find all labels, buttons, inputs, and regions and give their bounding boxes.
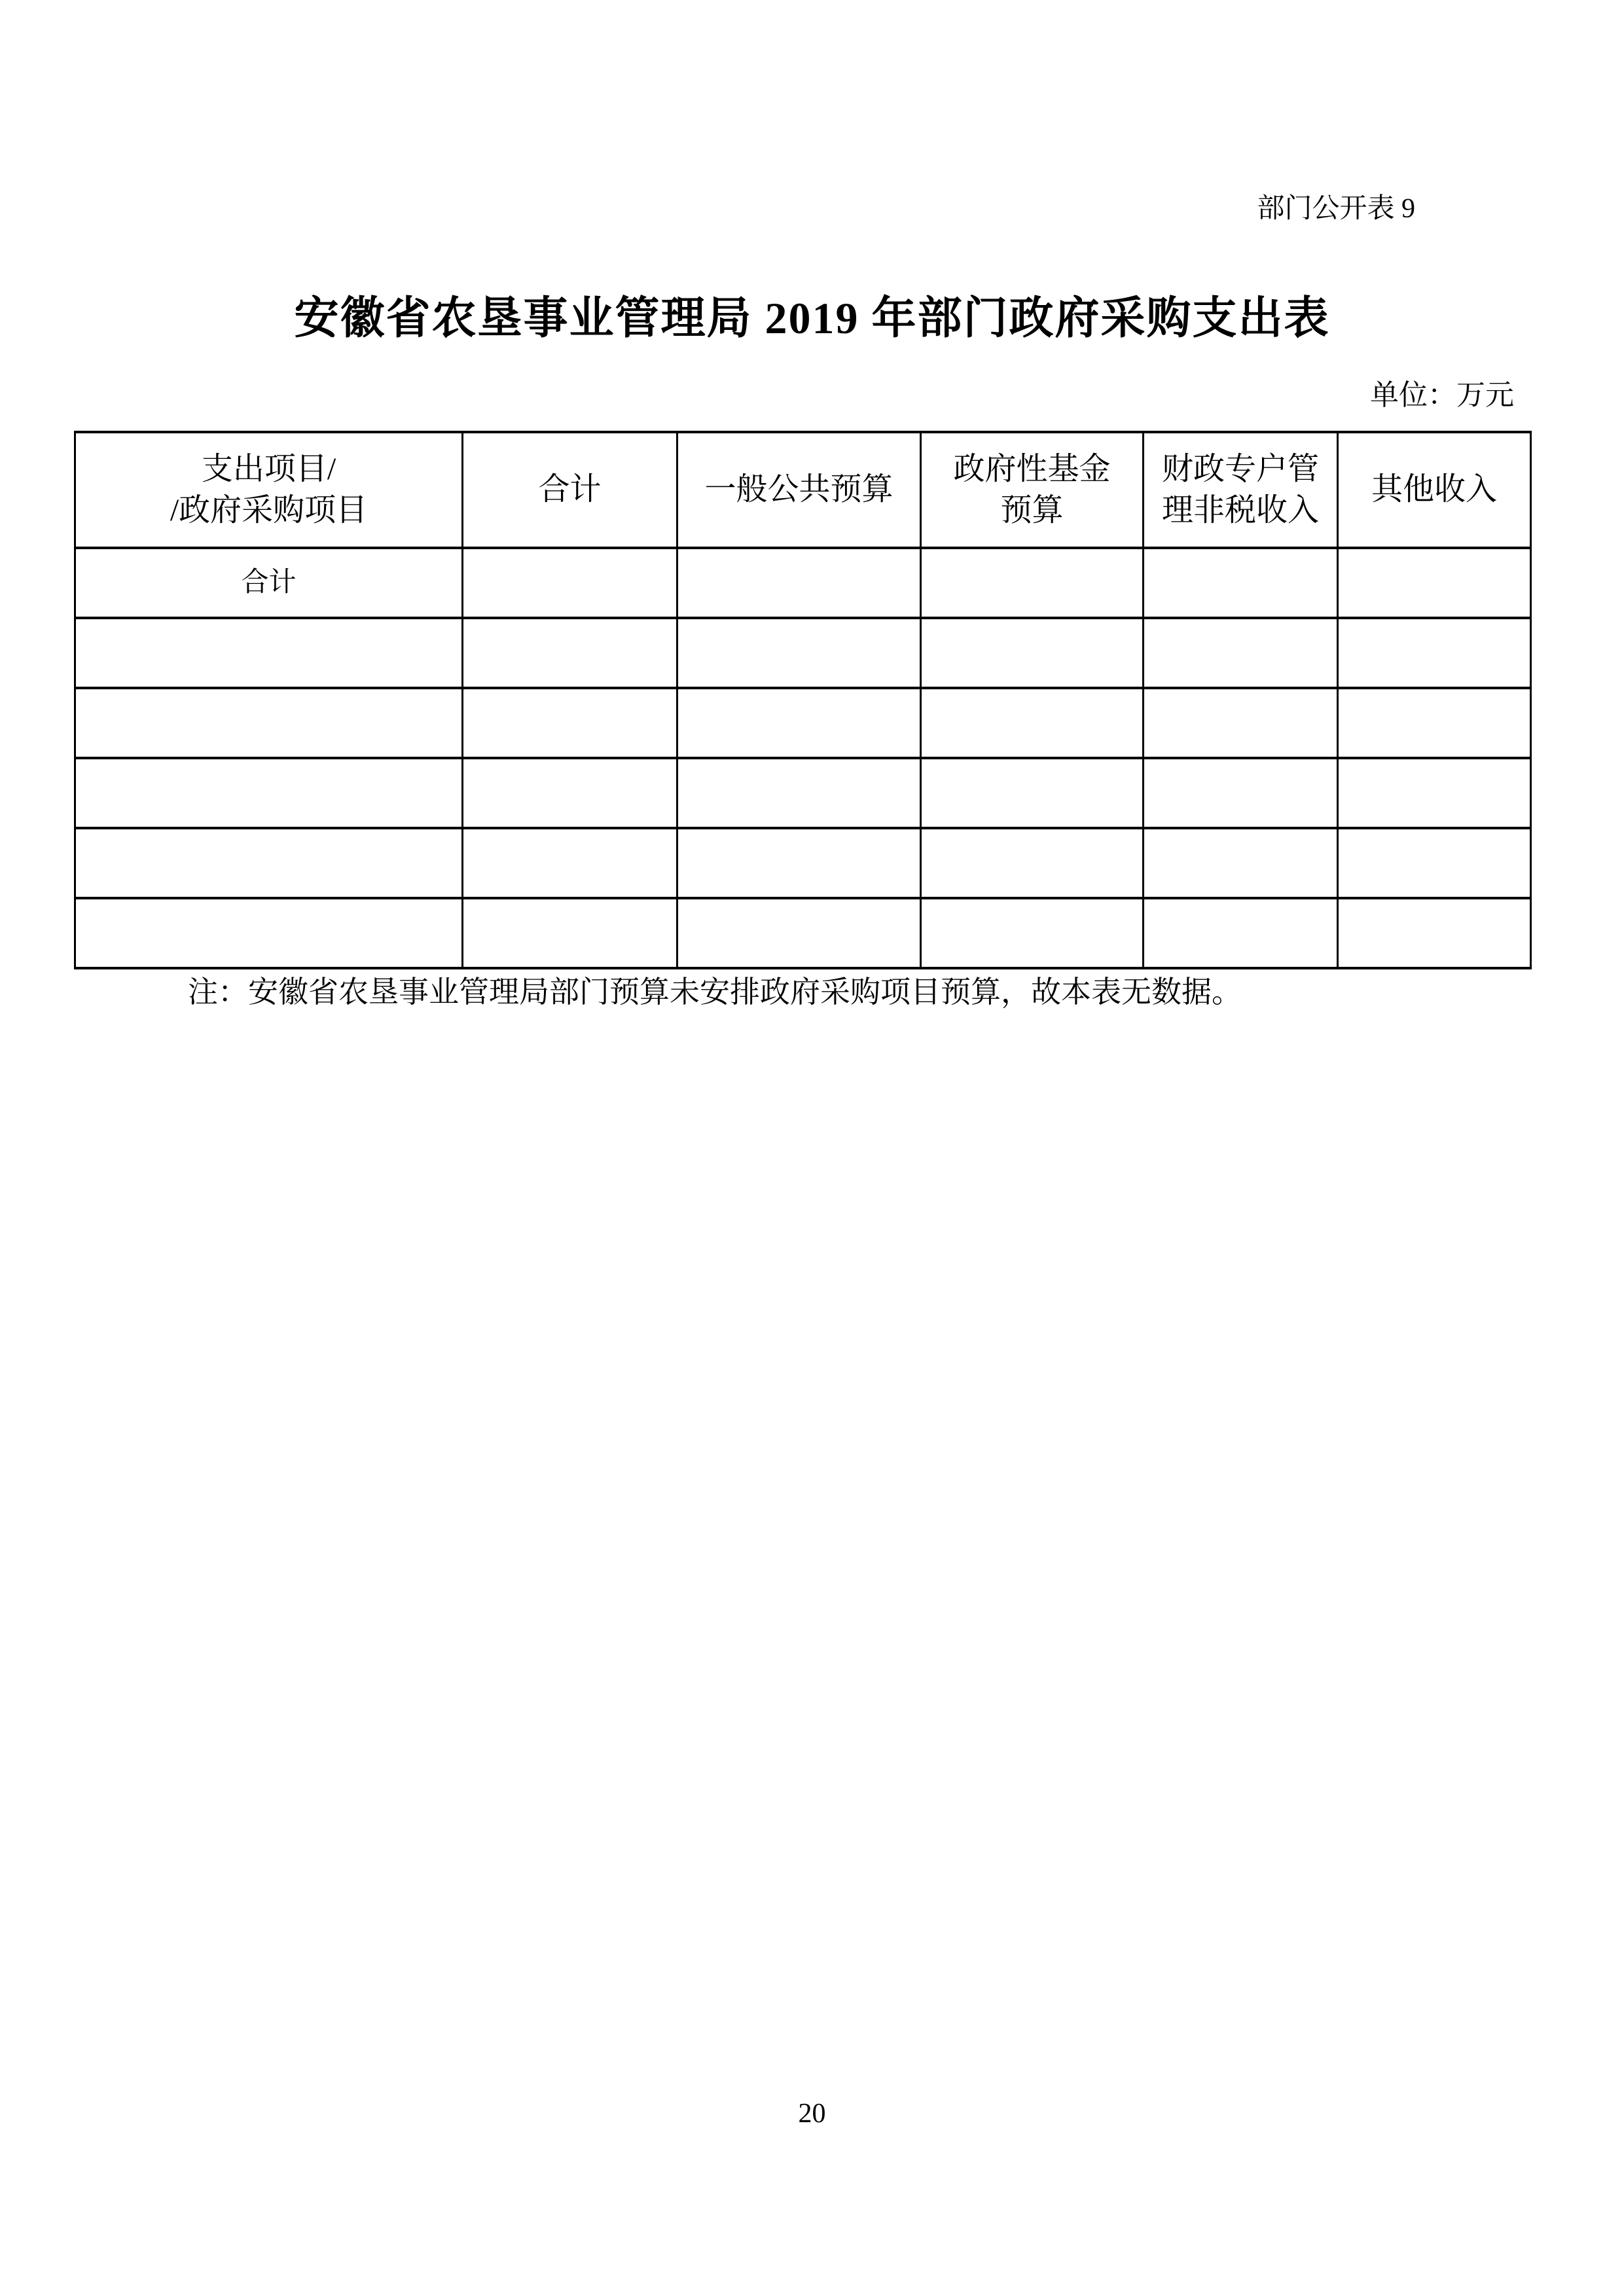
header-line: 支出项目/ bbox=[201, 452, 336, 487]
table-body bbox=[75, 548, 1531, 968]
header-cell-fiscal-special-account bbox=[1144, 432, 1338, 548]
table-cell bbox=[1144, 618, 1338, 688]
header-line: 财政专户管 bbox=[1161, 452, 1319, 487]
header-cell-expense-item bbox=[75, 432, 463, 548]
header-line: 一般公共预算 bbox=[704, 472, 893, 507]
table-cell bbox=[75, 688, 463, 758]
table-cell bbox=[921, 828, 1144, 898]
table-row bbox=[75, 758, 1531, 828]
table-cell bbox=[921, 898, 1144, 968]
table-row bbox=[75, 548, 1531, 618]
table-cell bbox=[463, 898, 677, 968]
procurement-expenditure-table bbox=[74, 431, 1532, 969]
header-cell-other-income bbox=[1338, 432, 1531, 548]
table-cell bbox=[463, 548, 677, 618]
table-cell bbox=[463, 618, 677, 688]
corner-label: 部门公开表 9 bbox=[1257, 194, 1415, 224]
table-cell bbox=[1338, 828, 1531, 898]
unit-label: 单位：万元 bbox=[1370, 379, 1514, 411]
table-cell bbox=[1144, 548, 1338, 618]
table-cell bbox=[1144, 828, 1338, 898]
page-number: 20 bbox=[798, 2099, 826, 2129]
header-line: 理非税收入 bbox=[1161, 492, 1319, 528]
header-line: 政府性基金 bbox=[953, 452, 1111, 487]
table-cell bbox=[677, 688, 921, 758]
table-row bbox=[75, 828, 1531, 898]
page-title: 安徽省农垦事业管理局 2019 年部门政府采购支出表 bbox=[294, 293, 1330, 343]
table-cell bbox=[75, 828, 463, 898]
header-line: /政府采购项目 bbox=[170, 492, 368, 528]
header-cell-total bbox=[463, 432, 677, 548]
table-cell bbox=[1144, 898, 1338, 968]
header-row bbox=[75, 432, 1531, 548]
table-cell bbox=[677, 758, 921, 828]
table-cell bbox=[463, 688, 677, 758]
table-cell bbox=[1338, 898, 1531, 968]
table-header bbox=[75, 432, 1531, 548]
table-note: 注：安徽省农垦事业管理局部门预算未安排政府采购项目预算，故本表无数据。 bbox=[188, 975, 1242, 1009]
header-line: 预算 bbox=[1000, 492, 1064, 528]
table-cell bbox=[1338, 618, 1531, 688]
table-cell bbox=[75, 758, 463, 828]
header-line: 合计 bbox=[538, 472, 602, 507]
table-row bbox=[75, 898, 1531, 968]
table-cell bbox=[1338, 548, 1531, 618]
header-cell-general-public-budget bbox=[677, 432, 921, 548]
table-row bbox=[75, 688, 1531, 758]
table-cell bbox=[1338, 758, 1531, 828]
table-cell bbox=[921, 688, 1144, 758]
table-cell bbox=[921, 758, 1144, 828]
table-cell bbox=[921, 548, 1144, 618]
table-cell bbox=[75, 898, 463, 968]
table-cell bbox=[677, 898, 921, 968]
table-cell bbox=[1144, 758, 1338, 828]
table-cell bbox=[677, 828, 921, 898]
table-cell bbox=[75, 618, 463, 688]
header-cell-government-fund-budget bbox=[921, 432, 1144, 548]
table-cell bbox=[677, 618, 921, 688]
header-line: 其他收入 bbox=[1371, 472, 1497, 507]
table-cell bbox=[463, 828, 677, 898]
table-cell: 合计 bbox=[75, 548, 463, 618]
table-cell bbox=[921, 618, 1144, 688]
table-cell bbox=[677, 548, 921, 618]
table-cell bbox=[1338, 688, 1531, 758]
table-cell bbox=[1144, 688, 1338, 758]
table-row bbox=[75, 618, 1531, 688]
table-cell bbox=[463, 758, 677, 828]
